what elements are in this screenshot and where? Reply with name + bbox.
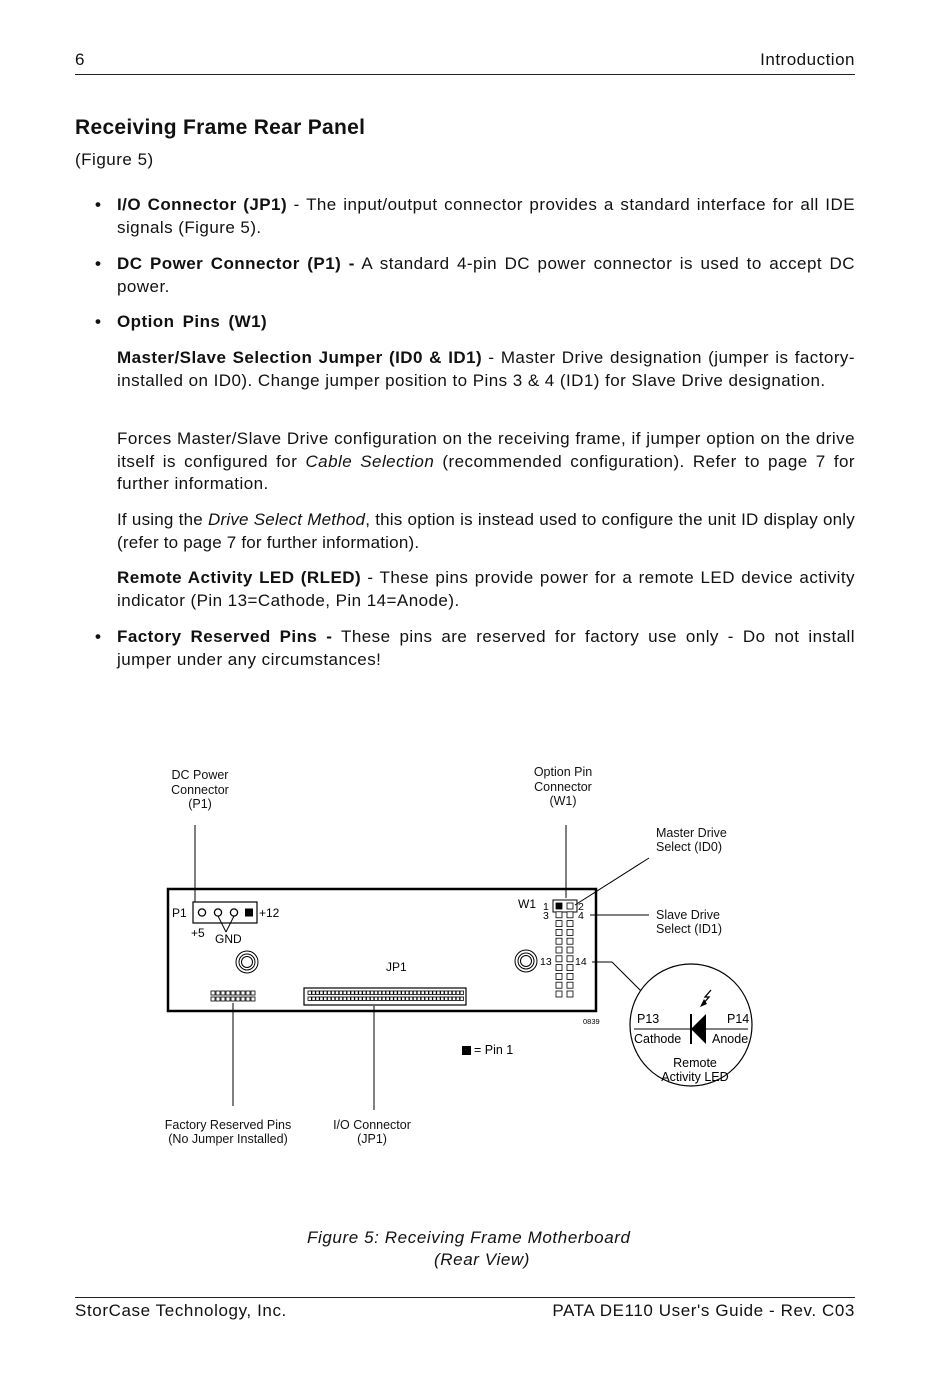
power-pin-1 [245,909,253,917]
io-pin [324,997,327,1000]
gnd-label: GND [215,932,242,946]
option-pin [556,982,562,988]
pin-number: 1 [543,901,549,913]
figure-caption: Figure 5: Receiving Frame Motherboard [307,1228,631,1247]
label-line: (JP1) [357,1131,387,1146]
para-text: If using the [117,510,208,529]
remote-label: Activity LED [661,1070,729,1084]
w1-label: W1 [518,897,536,911]
io-pin [394,991,397,994]
option-pin [556,938,562,944]
plus5-label: +5 [191,926,205,940]
io-pin [441,997,444,1000]
factory-pin [236,991,240,995]
factory-pin [216,997,220,1001]
bullet-mark: • [95,195,101,214]
io-pin [417,991,420,994]
figure-code: 0839 [583,1017,600,1026]
label-line: (No Jumper Installed) [168,1131,288,1146]
label-line: Factory Reserved Pins [164,1118,292,1132]
io-pin [398,997,401,1000]
factory-pin [246,991,250,995]
factory-pin [226,997,230,1001]
io-pin [421,991,424,994]
pin1-legend-square [462,1046,471,1055]
option-pin [556,956,562,962]
io-pin [347,997,350,1000]
io-pin [347,991,350,994]
io-pin [437,997,440,1000]
io-pin [394,997,397,1000]
io-pin [331,997,334,1000]
io-pin [402,991,405,994]
io-pin [339,997,342,1000]
bullet-mark: • [95,254,101,273]
master-leader-line [575,858,649,905]
bullet-term: Factory Reserved Pins - [117,627,333,646]
para-text: - These pins provide power for a remote LED device activity indicator (Pin 13=Cathode, Pin 14=Anode). [117,568,855,610]
io-connector [304,988,466,1005]
para-term: Remote Activity LED (RLED) [117,568,362,587]
bullet-term: DC Power Connector (P1) - [117,254,355,273]
p1-label: P1 [172,906,187,920]
io-pin [409,991,412,994]
io-pin [390,991,393,994]
bullet-text: These pins are reserved for factory use only - Do not install jumper under any circumstances! [117,627,855,669]
label-line: Slave Drive [656,908,720,922]
io-pin [433,991,436,994]
factory-pin [231,997,235,1001]
io-pin [460,991,463,994]
io-pin [351,991,354,994]
io-pin [312,997,315,1000]
factory-pin [241,997,245,1001]
option-pin-1 [556,903,562,909]
mounting-hole-left [236,951,258,973]
label-line: Connector [171,782,229,797]
remote-label: Remote [673,1056,717,1070]
factory-pin [216,991,220,995]
pin-number: 14 [575,956,587,968]
option-pin-header [556,903,573,997]
io-pin [378,991,381,994]
io-pin [417,997,420,1000]
label-line: Connector [534,779,592,794]
option-pin [567,912,573,918]
io-pin [335,997,338,1000]
pin-number: 3 [543,910,549,922]
para-text: Forces Master/Slave Drive configuration on the receiving frame, if jumper option on the drive itself is configured for [117,429,855,471]
io-pin [448,997,451,1000]
figure-caption-sub: (Rear View) [434,1250,531,1269]
option-pin [567,938,573,944]
bullet-text: A standard 4-pin DC power connector is used to accept DC power. [117,254,855,296]
io-pin [406,991,409,994]
plus12-label: +12 [259,906,280,920]
label-line: Select (ID1) [656,921,722,936]
para-emphasis: Cable Selection [305,451,435,471]
io-pin [343,997,346,1000]
factory-pin [236,997,240,1001]
io-pin [429,991,432,994]
io-pin [320,997,323,1000]
io-pin [324,991,327,994]
factory-pin [221,997,225,1001]
io-pin [421,997,424,1000]
label-line: DC Power [171,768,229,782]
io-pin [320,991,323,994]
bullet-term: Option Pins (W1) [117,312,268,331]
io-pin [386,997,389,1000]
para-text: - Master Drive designation (jumper is factory-installed on ID0). Change jumper position to Pins 3 & 4 (ID1) for Slave Drive designation. [117,348,855,390]
option-pin [567,991,573,997]
factory-pin [246,997,250,1001]
io-pin [312,991,315,994]
io-pin [452,997,455,1000]
io-pin [398,991,401,994]
option-pin [556,991,562,997]
mounting-hole-right [515,950,537,972]
io-pin [460,997,463,1000]
io-pin [409,997,412,1000]
bullet-mark: • [95,312,101,331]
io-pin [339,991,342,994]
io-pin [370,991,373,994]
io-pin [355,997,358,1000]
io-pin [316,997,319,1000]
para-text: (recommended configuration). Refer to page 7 for further information. [117,451,856,493]
io-pin [370,997,373,1000]
factory-pin [241,991,245,995]
option-pin [567,903,573,909]
factory-reserved-pins [211,991,255,1001]
p13-label: P13 [637,1012,660,1026]
option-pin [556,929,562,935]
label-line: Option Pin [533,765,593,779]
rled-leader-line [612,962,643,993]
footer-rule [75,1297,855,1298]
factory-pin [211,991,215,995]
footer-company: StorCase Technology, Inc. [75,1301,287,1320]
io-pin [445,991,448,994]
bullet-term: I/O Connector (JP1) [117,195,288,214]
option-pin [556,921,562,927]
io-pin [355,991,358,994]
option-pin [567,965,573,971]
io-pin [367,997,370,1000]
io-pin [425,997,428,1000]
para-term: Master/Slave Selection Jumper (ID0 & ID1) [117,348,483,367]
para-text: , this option is instead used to configure the unit ID display only (refer to page 7 for further information). [117,510,855,552]
io-pin [359,997,362,1000]
bullet-mark: • [95,627,101,646]
io-pin [316,991,319,994]
io-pin [374,997,377,1000]
option-pin [567,929,573,935]
footer-doc-title: PATA DE110 User's Guide - Rev. C03 [552,1301,855,1320]
option-pin [556,973,562,979]
figure-reference: (Figure 5) [75,150,154,169]
io-pin [328,991,331,994]
io-pin [445,997,448,1000]
io-pin [386,991,389,994]
io-pin [308,997,311,1000]
factory-pin [221,991,225,995]
option-pin [567,982,573,988]
label-line: (P1) [188,797,212,811]
io-pin [413,997,416,1000]
io-pin [374,991,377,994]
option-pin [556,912,562,918]
io-pin [452,991,455,994]
factory-pin [251,991,255,995]
factory-pin [231,991,235,995]
io-pin [437,991,440,994]
io-pin [359,991,362,994]
option-pin [556,965,562,971]
pin-number: 4 [578,910,584,922]
pin-number: 13 [540,956,552,968]
io-pin [448,991,451,994]
para-emphasis: Drive Select Method [208,510,366,529]
cathode-label: Cathode [634,1032,682,1046]
pin1-legend-text: = Pin 1 [474,1043,514,1057]
io-pin [367,991,370,994]
p14-label: P14 [727,1012,750,1026]
option-pin [567,921,573,927]
io-pin [382,991,385,994]
io-pin [429,997,432,1000]
io-pin [406,997,409,1000]
io-pin [441,991,444,994]
io-pin [363,997,366,1000]
option-pin [567,956,573,962]
io-pin [390,997,393,1000]
io-pin [363,991,366,994]
page-number: 6 [75,50,85,69]
jp1-label: JP1 [386,960,407,974]
io-pin [382,997,385,1000]
bullet-text: - The input/output connector provides a standard interface for all IDE signals (Figure 5). [117,195,855,237]
page-title: Receiving Frame Rear Panel [75,116,366,139]
io-pin [456,997,459,1000]
label-line: I/O Connector [333,1118,411,1132]
io-pin [413,991,416,994]
io-pin [328,997,331,1000]
pin-number: 2 [578,901,584,913]
io-pin [433,997,436,1000]
io-pin [351,997,354,1000]
anode-label: Anode [712,1032,749,1046]
factory-pin [211,997,215,1001]
io-pin [343,991,346,994]
io-pin [456,991,459,994]
option-pin [567,973,573,979]
io-pin [308,991,311,994]
factory-pin [251,997,255,1001]
label-line: Master Drive [656,826,727,840]
io-pin [425,991,428,994]
option-pin [556,947,562,953]
io-pin [335,991,338,994]
label-line: Select (ID0) [656,839,722,854]
label-line: (W1) [549,794,577,808]
section-title: Introduction [760,50,855,69]
io-pin [378,997,381,1000]
option-pin [567,947,573,953]
factory-pin [226,991,230,995]
io-pin [331,991,334,994]
io-pin [402,997,405,1000]
